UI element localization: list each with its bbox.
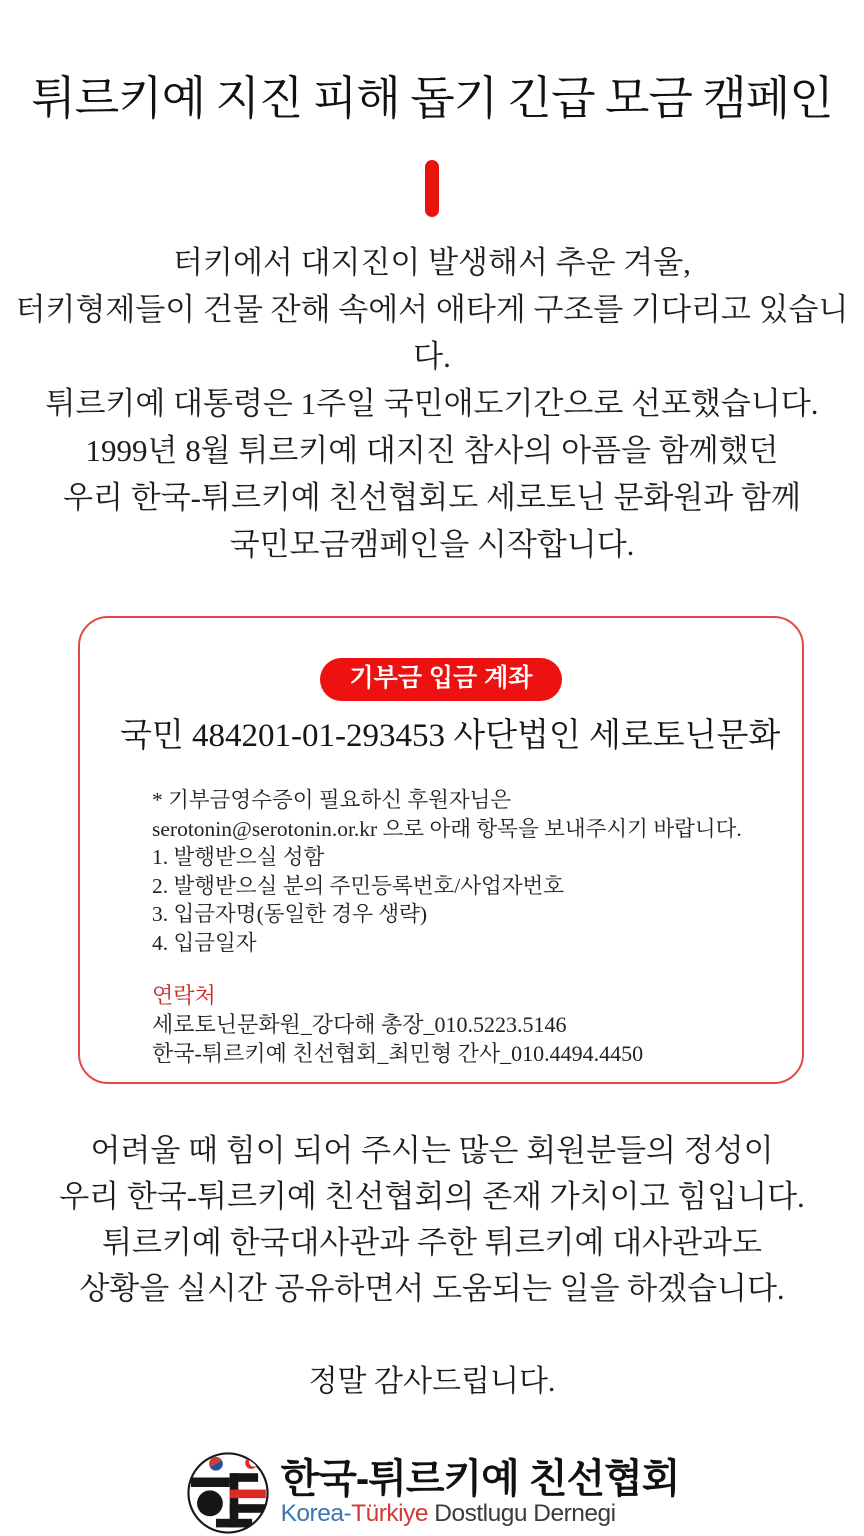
intro-line: 튀르키예 대통령은 1주일 국민애도기간으로 선포했습니다. — [45, 386, 819, 421]
footer-org-text — [281, 1458, 680, 1528]
contact-line: 한국-튀르키예 친선협회_최민형 간사_010.4494.4450 — [152, 1041, 644, 1066]
closing-line: 어려울 때 힘이 되어 주시는 많은 회원분들의 정성이 — [90, 1133, 774, 1168]
closing-paragraph — [0, 1128, 864, 1312]
org-name-korean: 한국-튀르키예 친선협회 — [280, 1456, 680, 1501]
intro-paragraph — [0, 239, 864, 568]
intro-line: 터키에서 대지진이 발생해서 추운 겨울, — [173, 245, 691, 280]
receipt-note-line: 4. 입금일자 — [152, 930, 257, 955]
receipt-note-line: 1. 발행받으실 성함 — [152, 845, 325, 869]
association-emblem-icon — [185, 1450, 271, 1536]
page-title: 튀르키예 지진 피해 돕기 긴급 모금 캠페인 — [31, 73, 833, 124]
org-name-latin — [281, 1500, 680, 1528]
org-sub-turkiye: Türkiye — [351, 1499, 428, 1527]
intro-line: 1999년 8월 튀르키예 대지진 참사의 아픔을 함께했던 — [85, 433, 779, 468]
closing-line: 튀르키예 한국대사관과 주한 튀르키예 대사관과도 — [102, 1225, 762, 1260]
thank-you-line: 정말 감사드립니다. — [308, 1365, 556, 1398]
org-sub-dash: - — [343, 1499, 352, 1527]
footer-logo — [0, 1450, 864, 1536]
donation-account-badge: 기부금 입금 계좌 — [320, 658, 563, 701]
receipt-note-line: 3. 입금자명(동일한 경우 생략) — [152, 902, 428, 926]
receipt-note-line: 2. 발행받으실 분의 주민등록번호/사업자번호 — [152, 873, 565, 898]
intro-line: 우리 한국-튀르키예 친선협회도 세로토닌 문화원과 함께 — [63, 480, 801, 515]
org-sub-rest: Dostlugu Dernegi — [427, 1499, 616, 1527]
intro-line: 터키형제들이 건물 잔해 속에서 애타게 구조를 기다리고 있습니다. — [15, 292, 849, 374]
receipt-note-line: serotonin@serotonin.or.kr 으로 아래 항목을 보내주시기 바랍니다. — [152, 816, 742, 841]
contact-list — [152, 1010, 762, 1068]
contact-label: 연락처 — [152, 983, 216, 1008]
donation-info-box — [78, 616, 804, 1084]
intro-line: 국민모금캠페인을 시작합니다. — [229, 527, 635, 562]
receipt-note-line: * 기부금영수증이 필요하신 후원자님은 — [152, 788, 512, 812]
closing-line: 우리 한국-튀르키예 친선협회의 존재 가치이고 힘입니다. — [59, 1179, 805, 1214]
donation-account-number: 국민 484201-01-293453 사단법인 세로토닌문화 — [120, 718, 781, 754]
closing-line: 상황을 실시간 공유하면서 도움되는 일을 하겠습니다. — [79, 1271, 785, 1306]
red-accent-bar — [425, 160, 439, 217]
receipt-notes — [152, 786, 762, 957]
contact-line: 세로토닌문화원_강다해 총장_010.5223.5146 — [152, 1012, 567, 1037]
org-sub-korea: Korea — [280, 1499, 344, 1527]
